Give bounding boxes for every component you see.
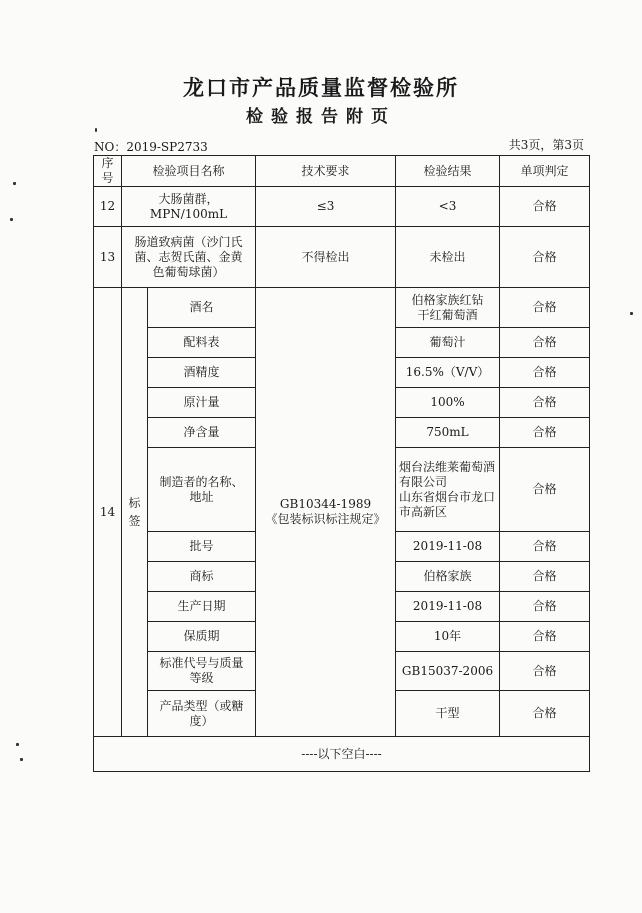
table-row <box>94 288 590 328</box>
verdict: 合格 <box>500 418 590 448</box>
scan-speck <box>16 743 19 746</box>
subitem-name: 净含量 <box>148 418 256 448</box>
result: 未检出 <box>396 227 500 288</box>
subitem-name: 配料表 <box>148 328 256 358</box>
scan-speck <box>95 128 97 132</box>
row-no: 12 <box>94 187 122 227</box>
result: 2019-11-08 <box>396 592 500 622</box>
item-name: 肠道致病菌（沙门氏 菌、志贺氏菌、金黄 色葡萄球菌） <box>122 227 256 288</box>
scan-speck <box>13 182 16 185</box>
verdict: 合格 <box>500 592 590 622</box>
verdict: 合格 <box>500 532 590 562</box>
result: GB15037-2006 <box>396 652 500 691</box>
scan-speck <box>630 312 633 315</box>
col-header-no: 序号 <box>94 156 122 187</box>
report-number: NO：2019-SP2733 <box>94 140 208 154</box>
result: 伯格家族 <box>396 562 500 592</box>
inspection-table <box>93 155 590 772</box>
verdict: 合格 <box>500 288 590 328</box>
subitem-name: 原汁量 <box>148 388 256 418</box>
verdict: 合格 <box>500 328 590 358</box>
verdict: 合格 <box>500 652 590 691</box>
row-no: 14 <box>94 288 122 737</box>
verdict: 合格 <box>500 358 590 388</box>
scan-speck <box>10 218 13 221</box>
subitem-name: 制造者的名称、 地址 <box>148 448 256 532</box>
col-header-result: 检验结果 <box>396 156 500 187</box>
subitem-name: 酒名 <box>148 288 256 328</box>
subitem-name: 批号 <box>148 532 256 562</box>
verdict: 合格 <box>500 448 590 532</box>
result: 100% <box>396 388 500 418</box>
row-no: 13 <box>94 227 122 288</box>
label-category: 标 签 <box>122 288 148 737</box>
report-subtitle: 检验报告附页 <box>246 107 396 127</box>
result: 10年 <box>396 622 500 652</box>
result: 干型 <box>396 691 500 737</box>
subitem-name: 酒精度 <box>148 358 256 388</box>
verdict: 合格 <box>500 227 590 288</box>
table-header-row <box>94 156 590 187</box>
col-header-item-name: 检验项目名称 <box>122 156 256 187</box>
result: 16.5%（V/V） <box>396 358 500 388</box>
requirement: GB10344-1989 《包装标识标注规定》 <box>256 288 396 737</box>
table-row <box>94 187 590 227</box>
scan-speck <box>20 758 23 761</box>
result: 2019-11-08 <box>396 532 500 562</box>
page-info: 共3页，第3页 <box>508 138 584 152</box>
subitem-name: 标准代号与质量 等级 <box>148 652 256 691</box>
subitem-name: 生产日期 <box>148 592 256 622</box>
result: <3 <box>396 187 500 227</box>
result: 伯格家族红钻 干红葡萄酒 <box>396 288 500 328</box>
report-title: 龙口市产品质量监督检验所 <box>183 75 459 100</box>
verdict: 合格 <box>500 388 590 418</box>
footer-row <box>94 737 590 772</box>
verdict: 合格 <box>500 562 590 592</box>
verdict: 合格 <box>500 622 590 652</box>
item-name: 大肠菌群， MPN/100mL <box>122 187 256 227</box>
verdict: 合格 <box>500 187 590 227</box>
result: 葡萄汁 <box>396 328 500 358</box>
requirement: ≤3 <box>256 187 396 227</box>
verdict: 合格 <box>500 691 590 737</box>
col-header-requirement: 技术要求 <box>256 156 396 187</box>
table-row <box>94 227 590 288</box>
result: 750mL <box>396 418 500 448</box>
subitem-name: 保质期 <box>148 622 256 652</box>
result: 烟台法维莱葡萄酒 有限公司 山东省烟台市龙口 市高新区 <box>396 448 500 532</box>
col-header-verdict: 单项判定 <box>500 156 590 187</box>
subitem-name: 产品类型（或糖 度） <box>148 691 256 737</box>
end-of-report-note: ----以下空白---- <box>94 737 590 772</box>
subitem-name: 商标 <box>148 562 256 592</box>
requirement: 不得检出 <box>256 227 396 288</box>
